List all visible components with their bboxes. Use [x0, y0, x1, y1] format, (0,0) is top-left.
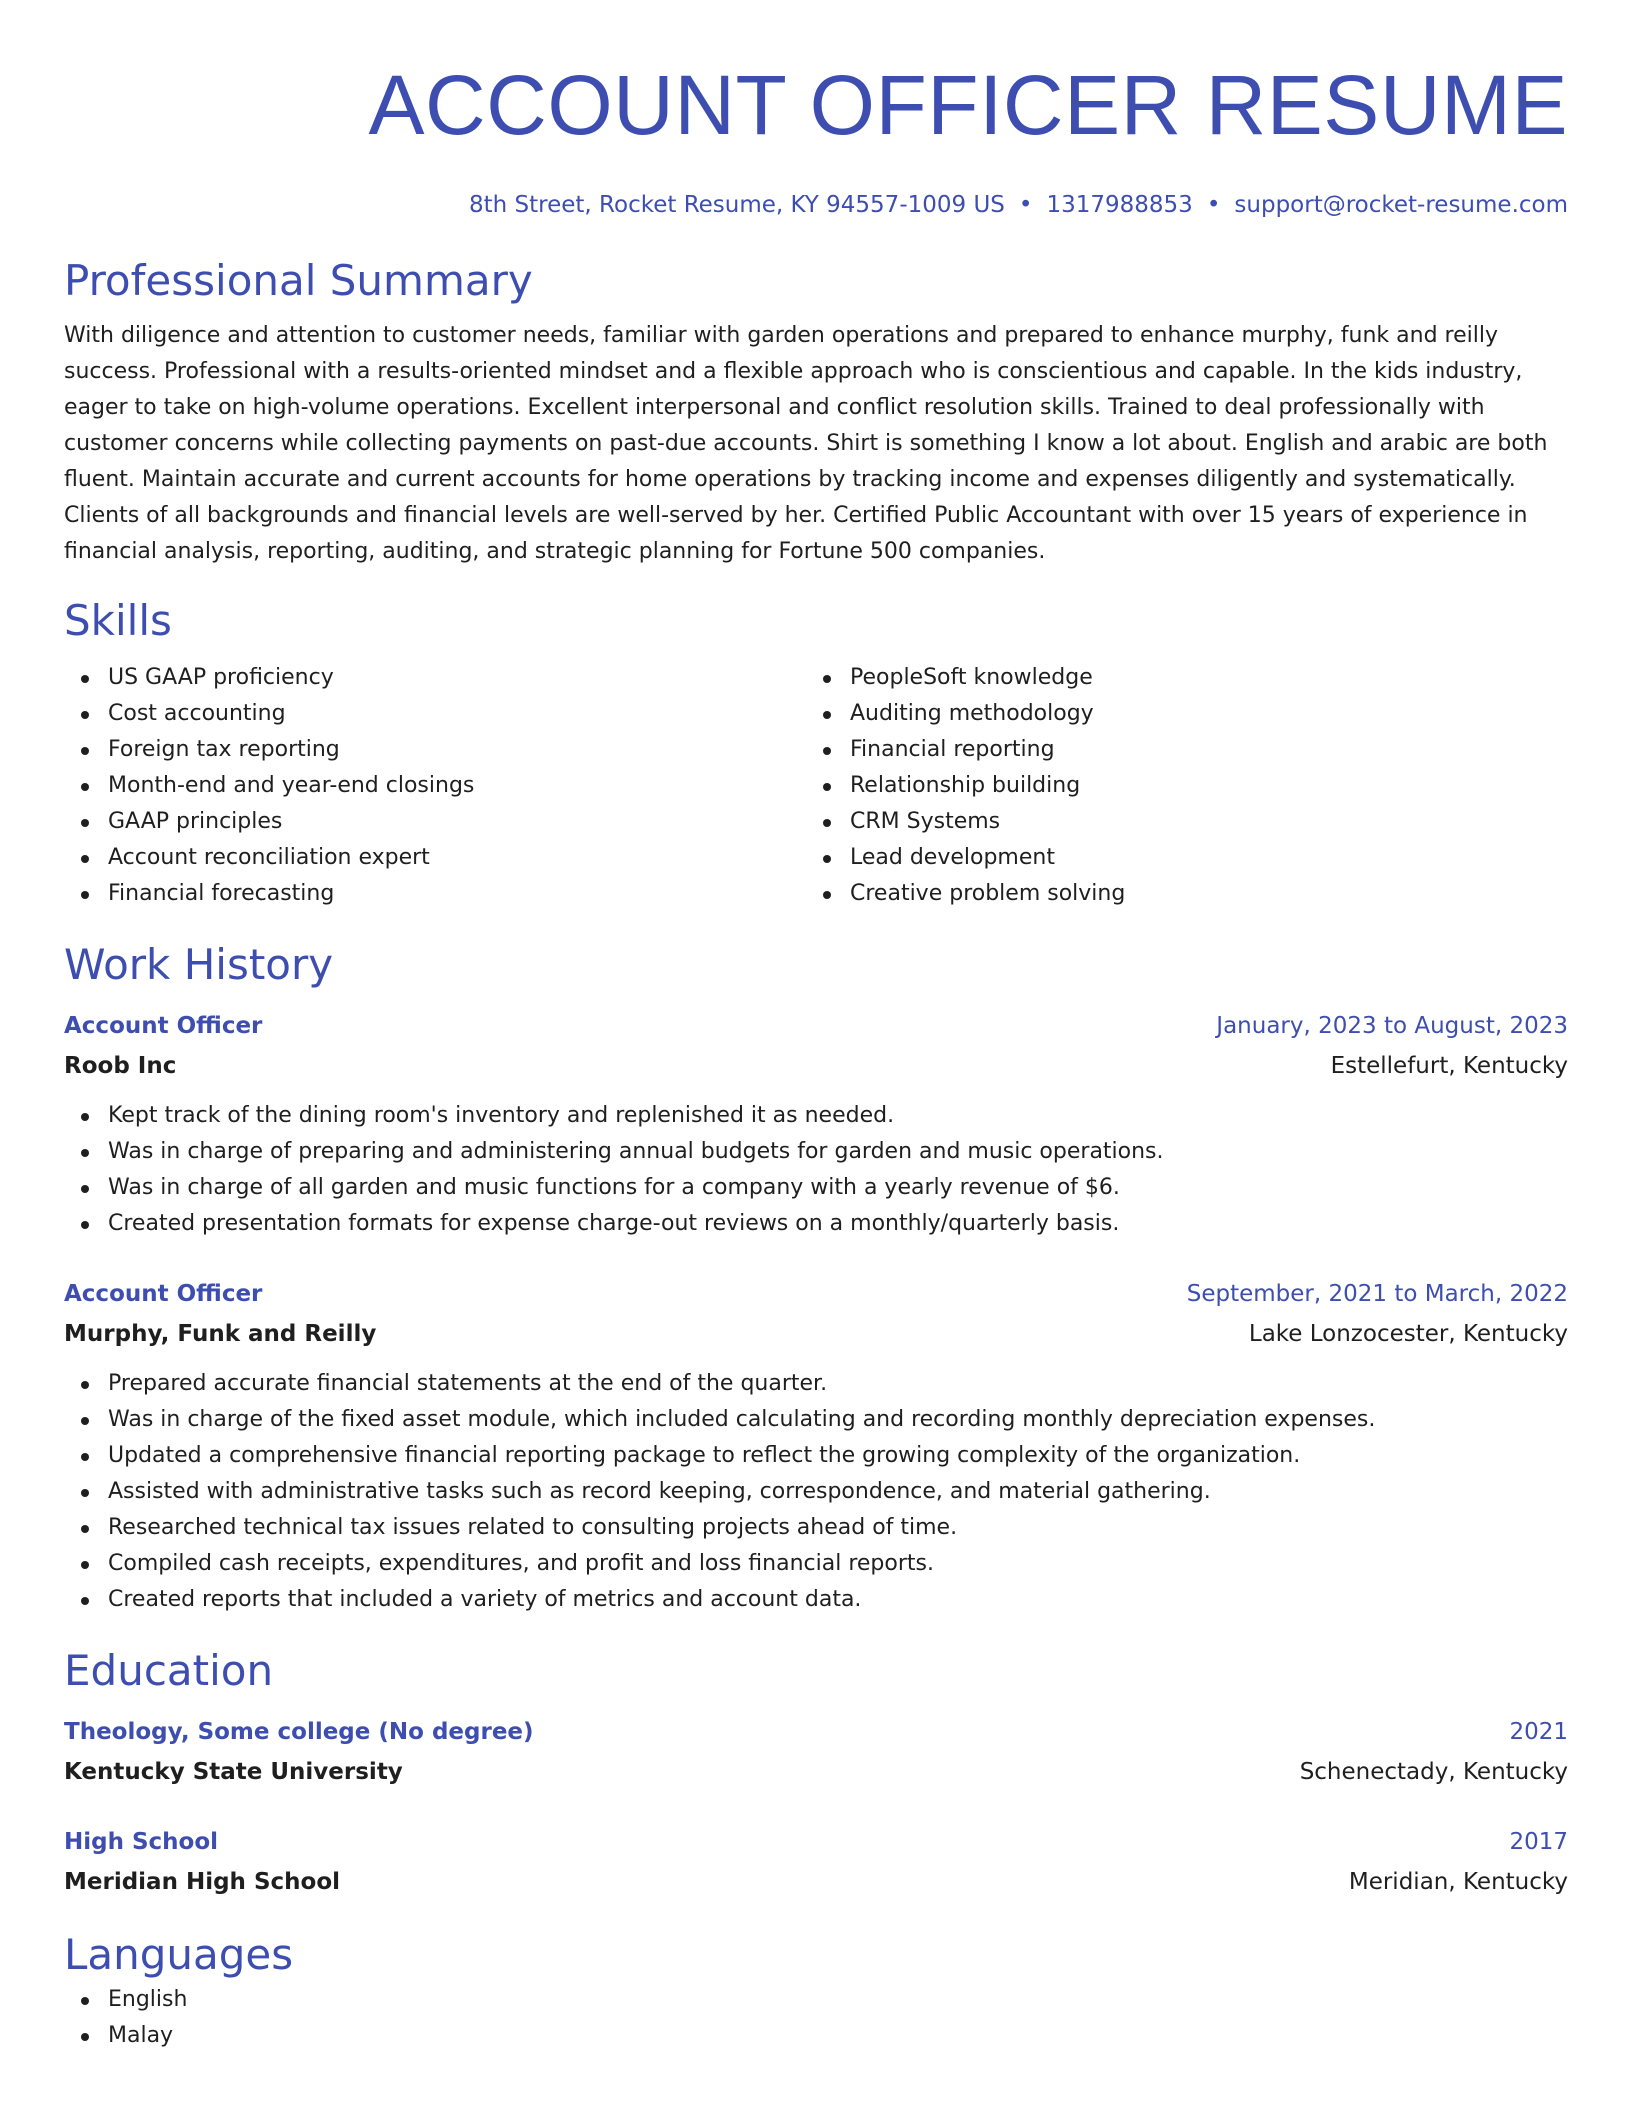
skill-item: Account reconciliation expert [64, 840, 806, 876]
contact-email: support@rocket-resume.com [1234, 192, 1568, 218]
skill-item: Cost accounting [64, 696, 806, 732]
skills-grid [64, 660, 1568, 912]
skills-column-left [64, 660, 806, 912]
skill-item: GAAP principles [64, 804, 806, 840]
job-bullet: Was in charge of all garden and music functions for a company with a yearly revenue of $6. [64, 1170, 1568, 1206]
job-company: Murphy, Funk and Reilly [64, 1321, 377, 1347]
skill-item: US GAAP proficiency [64, 660, 806, 696]
skill-item: Auditing methodology [806, 696, 1548, 732]
education-school: Meridian High School [64, 1869, 340, 1895]
job-location: Estellefurt, Kentucky [1330, 1053, 1568, 1079]
job-entry [64, 1274, 1568, 1618]
skill-item: Financial forecasting [64, 876, 806, 912]
job-header-row [64, 1274, 1568, 1314]
skill-item: Month-end and year-end closings [64, 768, 806, 804]
language-item: Malay [64, 2018, 1568, 2054]
job-bullet: Researched technical tax issues related to consulting projects ahead of time. [64, 1510, 1568, 1546]
job-company: Roob Inc [64, 1053, 177, 1079]
summary-text: With diligence and attention to customer needs, familiar with garden operations and prepared to enhance murphy, funk and reilly success. Professional with a results-oriented mindset and a flexible approach who is conscientious and capable. In the kids industry, eager to take on high-volume operations. Excellent interpersonal and conflict resolution skills. Trained to deal professionally with customer concerns while collecting payments on past-due accounts. Shirt is something I know a lot about. English and arabic are both fluent. Maintain accurate and current accounts for home operations by tracking income and expenses diligently and systematically. Clients of all backgrounds and financial levels are well-served by her. Certified Public Accountant with over 15 years of experience in financial analysis, reporting, auditing, and strategic planning for Fortune 500 companies. [64, 323, 1548, 564]
education-school-row [64, 1752, 1568, 1792]
skills-list-left [64, 660, 806, 912]
job-company-row [64, 1046, 1568, 1086]
job-title: Account Officer [64, 1281, 263, 1307]
resume-title: ACCOUNT OFFICER RESUME [368, 58, 1568, 152]
education-year: 2021 [1509, 1719, 1568, 1745]
education-header-row [64, 1712, 1568, 1752]
job-bullets [64, 1366, 1568, 1618]
education-entry [64, 1822, 1568, 1902]
skill-item: PeopleSoft knowledge [806, 660, 1548, 696]
contact-line [64, 190, 1568, 220]
education-year: 2017 [1509, 1829, 1568, 1855]
work-history-heading: Work History [64, 940, 334, 989]
contact-phone: 1317988853 [1046, 192, 1193, 218]
education-degree: High School [64, 1829, 219, 1855]
job-bullet: Was in charge of preparing and administering annual budgets for garden and music operations. [64, 1134, 1568, 1170]
job-bullet: Compiled cash receipts, expenditures, and profit and loss financial reports. [64, 1546, 1568, 1582]
education-heading: Education [64, 1646, 274, 1695]
job-dates: January, 2023 to August, 2023 [1216, 1013, 1568, 1039]
summary-heading: Professional Summary [64, 256, 533, 305]
education-degree: Theology, Some college (No degree) [64, 1719, 534, 1745]
skill-item: Lead development [806, 840, 1548, 876]
job-title: Account Officer [64, 1013, 263, 1039]
languages-heading: Languages [64, 1930, 294, 1979]
job-bullet: Prepared accurate financial statements at the end of the quarter. [64, 1366, 1568, 1402]
job-company-row [64, 1314, 1568, 1354]
education-header-row [64, 1822, 1568, 1862]
skill-item: Foreign tax reporting [64, 732, 806, 768]
job-bullet: Created presentation formats for expense charge-out reviews on a monthly/quarterly basis. [64, 1206, 1568, 1242]
education-location: Schenectady, Kentucky [1299, 1759, 1568, 1785]
language-item: English [64, 1982, 1568, 2018]
job-location: Lake Lonzocester, Kentucky [1248, 1321, 1568, 1347]
job-bullets [64, 1098, 1568, 1242]
languages-list [64, 1982, 1568, 2054]
skill-item: Relationship building [806, 768, 1548, 804]
education-location: Meridian, Kentucky [1348, 1869, 1568, 1895]
skills-heading: Skills [64, 596, 172, 645]
job-dates: September, 2021 to March, 2022 [1186, 1281, 1568, 1307]
skills-column-right [806, 660, 1548, 912]
skill-item: Creative problem solving [806, 876, 1548, 912]
contact-separator: • [1018, 192, 1033, 218]
job-bullet: Kept track of the dining room's inventory and replenished it as needed. [64, 1098, 1568, 1134]
contact-address: 8th Street, Rocket Resume, KY 94557-1009 US [469, 192, 1005, 218]
job-bullet: Assisted with administrative tasks such as record keeping, correspondence, and material gathering. [64, 1474, 1568, 1510]
education-school-row [64, 1862, 1568, 1902]
skill-item: CRM Systems [806, 804, 1548, 840]
education-school: Kentucky State University [64, 1759, 403, 1785]
job-bullet: Was in charge of the fixed asset module, which included calculating and recording monthly depreciation expenses. [64, 1402, 1568, 1438]
job-bullet: Created reports that included a variety of metrics and account data. [64, 1582, 1568, 1618]
job-entry [64, 1006, 1568, 1242]
job-bullet: Updated a comprehensive financial reporting package to reflect the growing complexity of the organization. [64, 1438, 1568, 1474]
skills-list-right [806, 660, 1548, 912]
job-header-row [64, 1006, 1568, 1046]
skill-item: Financial reporting [806, 732, 1548, 768]
contact-separator: • [1206, 192, 1221, 218]
education-entry [64, 1712, 1568, 1792]
